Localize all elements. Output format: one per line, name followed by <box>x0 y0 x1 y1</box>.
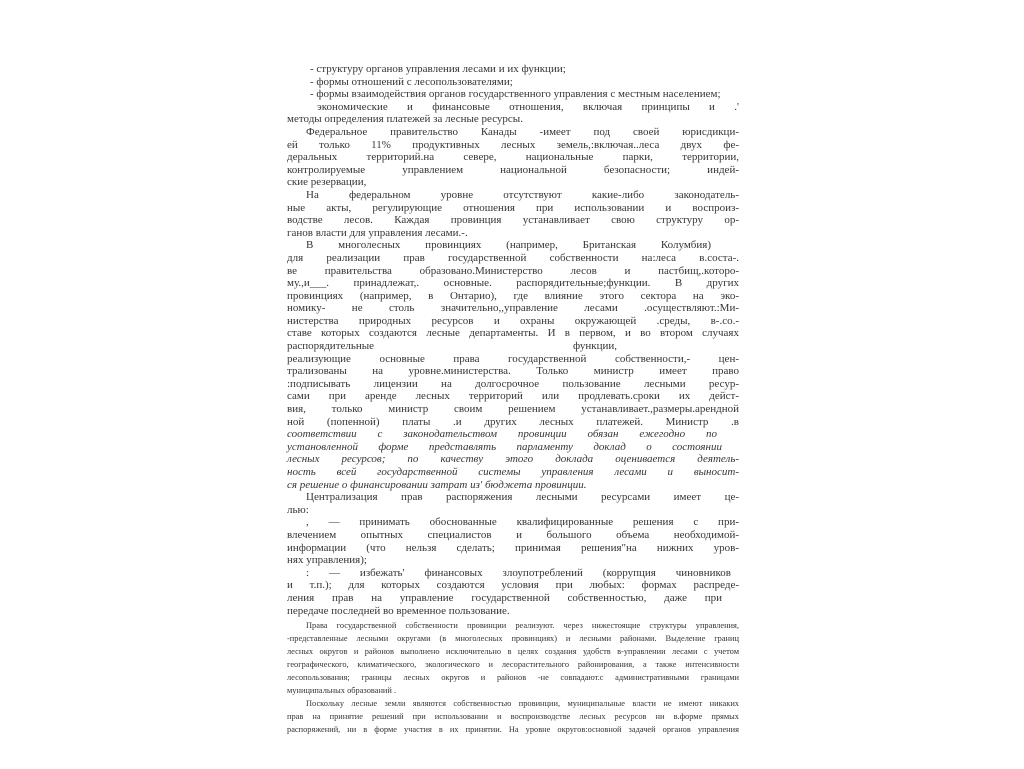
text-line: , — принимать обоснованные квалифицированные решения с при- <box>306 516 739 529</box>
text-line: нистерства природных ресурсов и охраны окружающей .среды, в-.со.- <box>287 314 739 327</box>
text-line: для реализации прав государственной собственности на:леса в.соста-. <box>287 251 739 264</box>
text-line: ные акты, регулирующие отношения при использовании и воспроиз- <box>287 201 739 214</box>
text-line: передаче последней во временное пользование. <box>287 604 510 617</box>
text-line: ной (попенной) платы .и других лесных платежей. Министр .в <box>287 415 739 428</box>
text-line: Централизация прав распоряжения лесными ресурсами имеет це- <box>306 491 739 504</box>
text-line: установленной форме представлять парламенту доклад о состоянии <box>287 440 722 453</box>
text-line: методы определения платежей за лесные ресурсы. <box>287 113 523 126</box>
text-line: экономические и финансовые отношения, включая принципы и .' <box>317 100 739 113</box>
text-line: водстве лесов. Каждая провинция устанавливает свою структуру ор- <box>287 214 739 227</box>
text-line: -представленные лесными округами (в многолесных провинциях) и лесными районами. Выделение границ <box>287 634 739 644</box>
text-line: ставе которых создаются лесные департаменты. И в первом, и во втором случаях <box>287 327 739 340</box>
text-line: : — избежать' финансовых злоупотреблений (коррупция чиновников <box>306 566 731 579</box>
text-line: лью: <box>287 503 309 516</box>
text-line: ве правительства образовано.Министерство лесов и пастбищ,.которо- <box>287 264 739 277</box>
text-line: контролируемые управлением национальной безопасности; индей- <box>287 163 739 176</box>
text-line: ность всей государственной системы управления лесами и выносит- <box>287 466 739 478</box>
text-line: реализующие основные права государственной собственности,- цен- <box>287 352 739 365</box>
text-line: географического, климатического, экологического и лесорастительного районирования, а также интенсивности <box>287 660 739 670</box>
footnote-text <box>287 619 739 736</box>
text-line: ские резервации, <box>287 176 367 189</box>
text-line: трализованы на уровне.министерства. Только министр имеет право <box>287 365 739 378</box>
text-line: распорядительные функции, <box>287 340 617 353</box>
text-line: В многолесных провинциях (например, Британская Колумбия) <box>306 239 711 252</box>
text-line: му.,и___. принадлежат,. основные. распорядительные;функции. В других <box>287 277 739 290</box>
text-line: соответствии с законодательством провинции обязан ежегодно по <box>287 428 717 441</box>
text-line: лесных округов и районов выполнено исключительно в целях создания удобств в-управлении лесами с учетом <box>287 647 739 657</box>
text-line: муниципальных образований . <box>287 686 397 696</box>
main-text <box>287 63 739 617</box>
text-line: - структуру органов управления лесами и их функции; <box>310 63 566 75</box>
text-line: ления прав на управление государственной собственностью, даже при <box>287 591 722 604</box>
text-line: ей только 11% продуктивных лесных земель,:включая..леса двух фе- <box>287 138 739 151</box>
text-line: - формы взаимодействия органов государственного управления с местным населением; <box>310 88 721 101</box>
text-line: вия, только министр своим решением устанавливает.,размеры.арендной <box>287 403 739 416</box>
text-line: распоряжений, ни в форме участия в их принятии. На уровне округов:основной задачей органов управления <box>287 725 739 735</box>
text-line: ганов власти для управления лесами.-. <box>287 226 468 239</box>
text-line: ся решение о финансировании затрат из' бюджета провинции. <box>287 478 587 491</box>
text-line: - формы отношений с лесопользователями; <box>310 75 513 88</box>
text-line: Права государственной собственности провинции реализуют. через нижестоящие структуры управления, <box>306 621 739 631</box>
text-line: :подписывать лицензии на долгосрочное пользование лесными ресур- <box>287 377 739 390</box>
text-line: информации (что нельзя сделать; принимая решения"на нижних уров- <box>287 541 739 554</box>
document-page <box>287 63 739 736</box>
text-line: и т.п.); для которых создаются условия при любых: формах распреде- <box>287 579 739 592</box>
text-line: сами при аренде лесных территорий или продлевать.сроки их дейст- <box>287 390 739 403</box>
text-line: лесных ресурсов; по качеству этого доклада оценивается деятель- <box>287 453 739 466</box>
text-line: лесопользования; границы лесных округов и районов -не совпадают.с административными границами <box>287 673 739 683</box>
text-line: Поскольку лесные земли являются собственностью провинции, муниципальные власти не имеют никаких <box>306 699 739 709</box>
text-line: провинциях (например, в Онтарио), где влияние этого сектора на эко- <box>287 289 739 302</box>
text-line: Федеральное правительство Канады -имеет под своей юрисдикци- <box>306 125 739 138</box>
text-line: На федеральном уровне отсутствуют какие-либо законодатель- <box>306 188 739 201</box>
text-line: номику- не столь значительно,,управление лесами .осуществляют.:Ми- <box>287 302 739 315</box>
text-line: влечением опытных специалистов и большого объема необходимой- <box>287 528 739 541</box>
text-line: нях управления); <box>287 554 367 567</box>
text-line: деральных территорий.на севере, национальные парки, территории, <box>287 151 739 164</box>
text-line: прав на принятие решений при использовании и воспроизводстве лесных ресурсов ни в.форме прямых <box>287 712 739 722</box>
